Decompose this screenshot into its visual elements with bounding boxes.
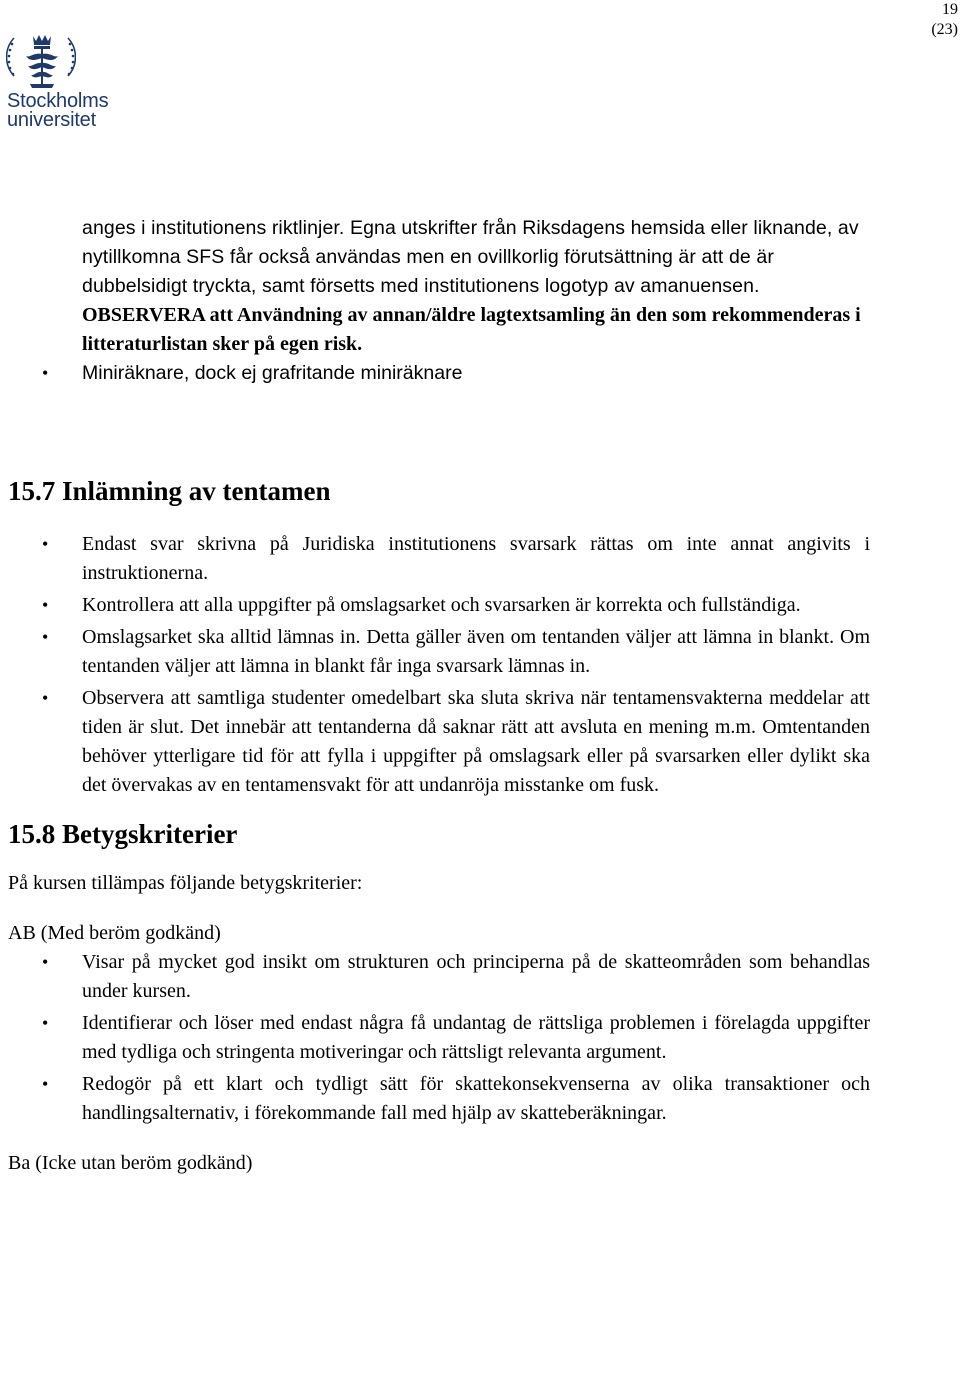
section-heading-15-8: 15.8 Betygskriterier [8,819,238,849]
grade-ab-criteria [8,948,870,1128]
list-item [8,684,870,800]
section-heading-15-7: 15.7 Inlämning av tentamen [8,476,331,506]
grade-ab-label: AB (Med beröm godkänd) [8,922,221,944]
page-content [8,214,870,1177]
logo-line-2: universitet [7,109,96,131]
list-item-text: Observera att samtliga studenter omedelbart ska sluta skriva när tentamensvakterna meddelar att tiden är slut. Det innebär att tentanderna då saknar rätt att avsluta en mening m.m. Omtentanden behöver ytterligare tid för att fylla i uppgifter på omslagsark eller på svarsarken eller dylikt ska det övervakas av en tentamensvakt för att undanröja misstanke om fusk. [82,687,870,796]
bullet-icon: • [42,595,49,615]
list-item-text: Visar på mycket god insikt om strukturen och principerna på de skatteområden som behandlas under kursen. [82,951,870,1002]
page-number [931,0,958,40]
list-item [8,623,870,681]
list-item-text: Miniräknare, dock ej grafritande miniräknare [82,362,463,384]
university-seal-icon [6,30,76,92]
submission-list [8,530,870,800]
list-item-text: Omslagsarket ska alltid lämnas in. Detta gäller även om tentanden väljer att lämna in blankt. Om tentanden väljer att lämna in blankt får inga svarsark lämnas in. [82,626,870,677]
list-item [8,359,870,388]
list-item-text: Redogör på ett klart och tydligt sätt för skattekonsekvenserna av olika transaktioner och handlingsalternativ, i förekommande fall med hjälp av skatteberäkningar. [82,1073,870,1124]
bullet-icon: • [42,1013,49,1033]
bullet-icon: • [42,688,49,708]
list-item [8,1070,870,1128]
bullet-icon: • [42,952,49,972]
list-item-text: Kontrollera att alla uppgifter på omslagsarket och svarsarken är korrekta och fullständiga. [82,594,801,616]
list-item-text: Identifierar och löser med endast några få undantag de rättsliga problemen i förelagda uppgifter med tydliga och stringenta motiveringar och rättsligt relevanta argument. [82,1012,870,1063]
logo-wordmark [7,92,108,130]
intro-warning: OBSERVERA att Användning av annan/äldre lagtextsamling än den som rekommenderas i litteraturlistan sker på egen risk. [82,304,861,355]
logo-line-1: Stockholms [7,90,109,112]
intro-text: anges i institutionens riktlinjer. Egna utskrifter från Riksdagens hemsida eller liknande, av nytillkomna SFS får också användas men en ovillkorlig förutsättning är att de är dubbelsidigt tryckta, samt försetts med institutionens logotyp av amanuensen. [82,217,859,297]
list-item [8,948,870,1006]
bullet-icon: • [42,1074,49,1094]
bullet-icon: • [42,363,49,383]
bullet-icon: • [42,627,49,647]
list-item [8,530,870,588]
aids-list [8,359,870,388]
list-item [8,591,870,620]
grade-ba-label: Ba (Icke utan beröm godkänd) [8,1152,253,1174]
grading-intro: På kursen tillämpas följande betygskriterier: [8,872,363,894]
bullet-icon: • [42,534,49,554]
intro-paragraph [82,214,870,359]
university-logo [6,30,136,134]
page-number-total: (23) [931,21,958,38]
list-item-text: Endast svar skrivna på Juridiska institutionens svarsark rättas om inte annat angivits i instruktionerna. [82,533,870,584]
page-number-current: 19 [942,1,958,18]
list-item [8,1009,870,1067]
